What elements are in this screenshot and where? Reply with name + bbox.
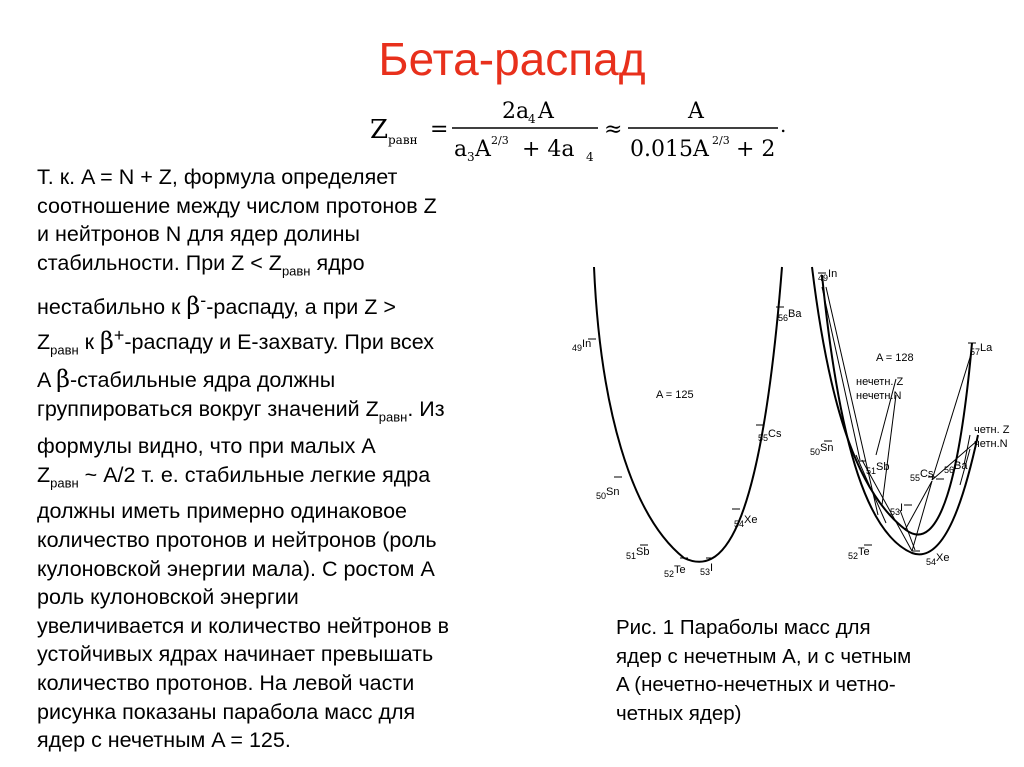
formula-den1-a-sub: 3 xyxy=(467,150,475,164)
label-a128: A = 128 xyxy=(876,352,914,364)
formula-num1: 2a xyxy=(502,99,530,124)
label-even-z: четн. Z xyxy=(974,424,1010,436)
formula-den1-A: A xyxy=(475,137,491,162)
a125-nuclide-i: $_{53}^I$ xyxy=(700,562,714,577)
body-line xyxy=(37,640,537,669)
body-line xyxy=(37,220,537,249)
body-text: -стабильные ядра должны xyxy=(70,368,336,393)
body-line xyxy=(37,286,537,322)
beta-symbol: β xyxy=(56,365,71,394)
a125-nuclide-xe: $_{54}^{Xe}$ xyxy=(734,514,758,529)
subscript-ravn: равн xyxy=(281,263,311,279)
decay-arrow xyxy=(912,481,932,551)
subscript-ravn: равн xyxy=(50,474,79,490)
superscript-minus: - xyxy=(200,289,207,310)
formula-num1-sub: 4 xyxy=(528,112,536,126)
label-a125: A = 125 xyxy=(656,389,694,401)
formula-num2: A xyxy=(688,99,704,124)
body-text: соотношение между числом протонов Z xyxy=(37,193,437,218)
body-line xyxy=(37,526,537,555)
body-text: нестабильно к xyxy=(37,294,187,319)
body-line xyxy=(37,726,537,755)
body-text: Z xyxy=(37,330,51,355)
formula-den1-plus: + 4a xyxy=(522,137,575,162)
beta-symbol: β xyxy=(100,327,114,356)
formula-approx: ≈ xyxy=(604,117,623,142)
body-text: к xyxy=(78,330,101,355)
label-odd-z: нечетн. Z xyxy=(856,376,904,388)
formula-eq: = xyxy=(430,117,449,142)
body-text: ядер с нечетным A = 125. xyxy=(37,728,291,753)
body-line xyxy=(37,365,537,395)
a125-nuclide-sb: $_{51}^{Sb}$ xyxy=(626,546,650,561)
body-line xyxy=(37,192,537,221)
body-text: -распаду и Е-захвату. При всех xyxy=(124,330,434,355)
body-text: стабильности. При Z < Z xyxy=(37,250,282,275)
formula-den2-exp: 2/3 xyxy=(712,134,730,147)
body-text: количество протонов. На левой части xyxy=(37,671,415,695)
formula-den2: 0.015A xyxy=(630,137,709,162)
a128-nuclide-te: $_{52}^{Te}$ xyxy=(848,546,870,561)
body-text: группироваться вокруг значений Z xyxy=(37,397,379,422)
body-text: . Из xyxy=(407,397,445,422)
body-line xyxy=(37,612,537,641)
a128-nuclide-i: $_{53}^I$ xyxy=(890,502,904,517)
equilibrium-z-formula xyxy=(360,88,800,168)
a125-nuclide-ba: $_{56}^{Ba}$ xyxy=(778,308,802,323)
label-even-n: четн.N xyxy=(974,438,1008,450)
decay-arrow xyxy=(822,287,860,460)
body-line xyxy=(37,395,537,432)
label-pointer xyxy=(882,395,896,505)
body-line xyxy=(37,432,537,461)
a125-nuclide-sn: $_{50}^{Sn}$ xyxy=(596,486,620,501)
body-line xyxy=(37,249,537,286)
beta-symbol: β xyxy=(186,291,201,320)
a128-nuclide-cs: $_{55}^{Cs}$ xyxy=(910,468,934,483)
caption-line: Рис. 1 Параболы масс для xyxy=(616,616,871,639)
caption-line: ядер с нечетным A, и с четным xyxy=(616,644,912,668)
subscript-ravn: равн xyxy=(50,342,79,358)
body-text: кулоновской энергии мала). С ростом A xyxy=(37,556,435,581)
body-paragraph xyxy=(37,163,537,755)
a128-nuclide-xe: $_{54}^{Xe}$ xyxy=(926,552,950,567)
formula-den1-plus-sub: 4 xyxy=(586,150,594,164)
superscript-plus: + xyxy=(113,325,125,346)
figure-caption xyxy=(616,614,996,728)
body-line xyxy=(37,583,537,612)
label-odd-n: нечетн.N xyxy=(856,390,902,402)
body-text: ядро xyxy=(310,250,365,275)
body-text: роль кулоновской энергии xyxy=(37,585,299,610)
body-text: ~ A/2 т. е. стабильные легкие ядра xyxy=(78,462,431,487)
subscript-ravn: равн xyxy=(378,409,408,425)
formula-den2-end: + 2 xyxy=(736,137,776,162)
a128-nuclide-ba: $_{56}^{Ba}$ xyxy=(944,460,968,475)
body-text: должны иметь примерно одинаковое xyxy=(37,499,407,524)
body-line xyxy=(37,163,537,192)
a128-nuclide-sb: $_{51}^{Sb}$ xyxy=(866,461,890,476)
a128-nuclide-la: $_{57}^{La}$ xyxy=(970,342,993,357)
formula-lhs-sub: равн xyxy=(388,133,418,147)
formula-dot: . xyxy=(780,113,787,137)
body-text: Z xyxy=(37,462,51,487)
body-text: количество протонов и нейтронов (роль xyxy=(37,528,437,553)
body-line xyxy=(37,497,537,526)
formula-num1-end: A xyxy=(538,99,554,124)
formula-den1-exp: 2/3 xyxy=(491,134,509,147)
a125-nuclide-in: $_{49}^{In}$ xyxy=(572,338,592,353)
body-line xyxy=(37,669,537,698)
a125-nuclide-cs: $_{55}^{Cs}$ xyxy=(758,428,782,443)
body-text: -распаду, а при Z > xyxy=(206,294,396,319)
body-line xyxy=(37,555,537,584)
body-text: A xyxy=(37,368,57,393)
slide-title: Бета-распад xyxy=(378,33,646,85)
caption-line: A (нечетно-нечетных и четно- xyxy=(616,673,896,696)
formula-lhs: Z xyxy=(370,115,389,145)
caption-line: четных ядер) xyxy=(616,701,742,725)
body-text: рисунка показаны парабола масс для xyxy=(37,699,416,724)
body-line xyxy=(37,321,537,365)
body-text: устойчивых ядрах начинает превышать xyxy=(37,642,434,667)
formula-den1-a: a xyxy=(454,137,468,162)
a125-nuclide-te: $_{52}^{Te}$ xyxy=(664,564,686,579)
body-text: формулы видно, что при малых A xyxy=(37,433,376,458)
body-line xyxy=(37,461,537,498)
a128-nuclide-in: $_{49}^{In}$ xyxy=(818,268,838,283)
body-line xyxy=(37,698,537,727)
body-text: увеличивается и количество нейтронов в xyxy=(37,613,450,638)
body-text: Т. к. A = N + Z, формула определяет xyxy=(37,165,398,189)
body-text: и нейтронов N для ядер долины xyxy=(37,222,361,247)
a128-nuclide-sn: $_{50}^{Sn}$ xyxy=(810,442,834,457)
mass-parabolas-figure xyxy=(560,255,1010,585)
